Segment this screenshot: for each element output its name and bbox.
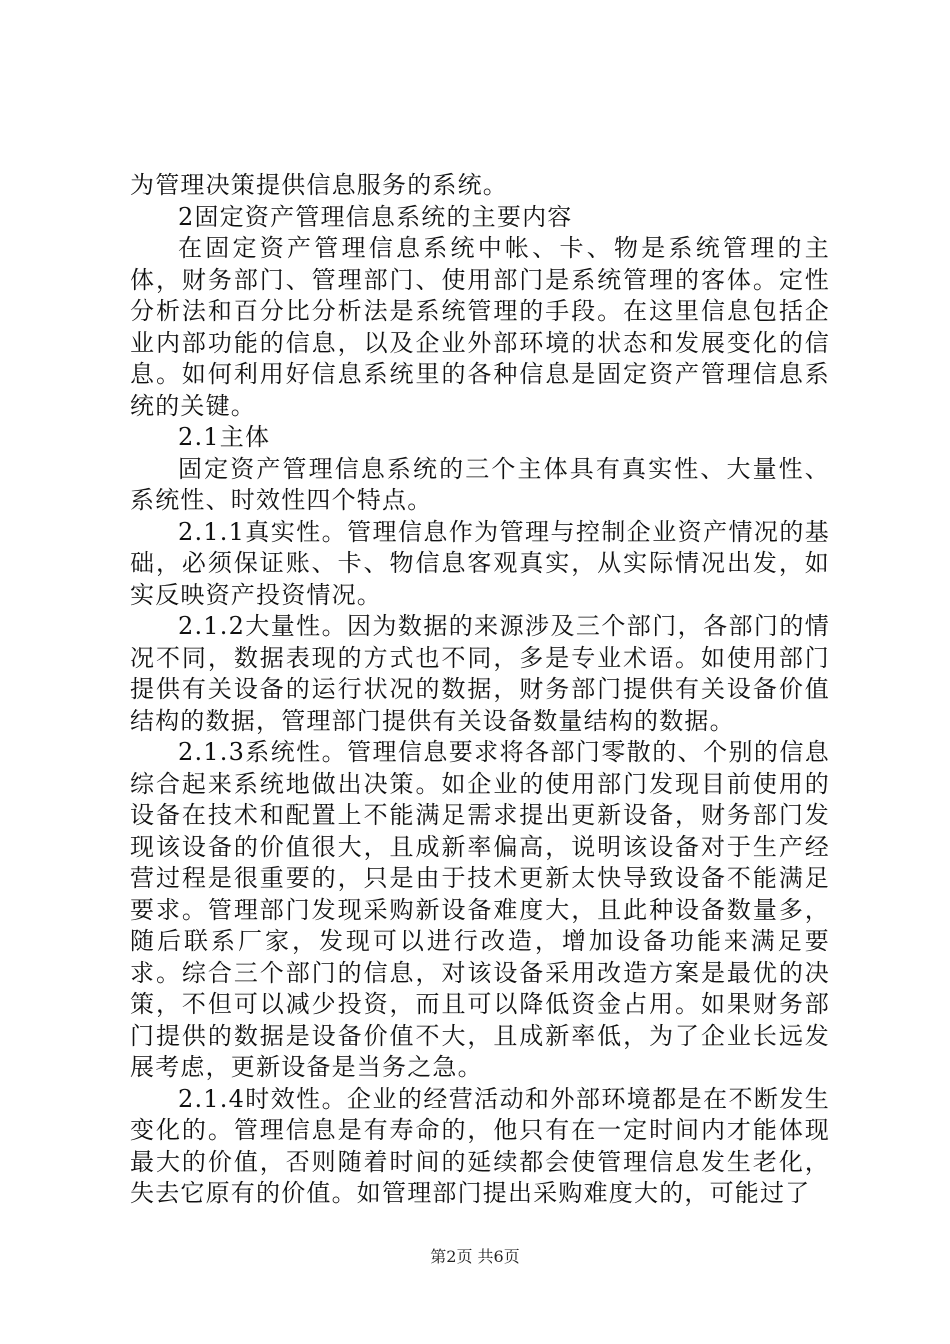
paragraph-features: 固定资产管理信息系统的三个主体具有真实性、大量性、系统性、时效性四个特点。 xyxy=(130,454,830,514)
page-footer xyxy=(0,1244,950,1267)
paragraph-2-1-4: 2.1.4时效性。企业的经营活动和外部环境都是在不断发生变化的。管理信息是有寿命的，他只有在一定时间内才能体现最大的价值，否则随着时间的延续都会使管理信息发生老化，失去它原有的价值。如管理部门提出采购难度大的，可能过了 xyxy=(130,1084,830,1207)
paragraph-2-1-3: 2.1.3系统性。管理信息要求将各部门零散的、个别的信息综合起来系统地做出决策。如企业的使用部门发现目前使用的设备在技术和配置上不能满足需求提出更新设备，财务部门发现该设备的价值很大，且成新率偏高，说明该设备对于生产经营过程是很重要的，只是由于技术更新太快导致设备不能满足要求。管理部门发现采购新设备难度大，且此种设备数量多，随后联系厂家，发现可以进行改造，增加设备功能来满足要求。综合三个部门的信息，对该设备采用改造方案是最优的决策，不但可以减少投资，而且可以降低资金占用。如果财务部门提供的数据是设备价值不大，且成新率低，为了企业长远发展考虑，更新设备是当务之急。 xyxy=(130,738,830,1081)
section-heading-2: 2固定资产管理信息系统的主要内容 xyxy=(178,202,573,231)
page-number-label: 第2页 共6页 xyxy=(430,1247,520,1266)
paragraph-2-1-1: 2.1.1真实性。管理信息作为管理与控制企业资产情况的基础，必须保证账、卡、物信息客观真实，从实际情况出发，如实反映资产投资情况。 xyxy=(130,517,830,609)
section-heading-2-1: 2.1主体 xyxy=(178,423,271,451)
paragraph-intro: 在固定资产管理信息系统中帐、卡、物是系统管理的主体，财务部门、管理部门、使用部门是系统管理的客体。定性分析法和百分比分析法是系统管理的手段。在这里信息包括企业内部功能的信息，以及企业外部环境的状态和发展变化的信息。如何利用好信息系统里的各种信息是固定资产管理信息系统的关键。 xyxy=(130,234,830,420)
paragraph-continuation: 为管理决策提供信息服务的系统。 xyxy=(130,171,508,199)
paragraph-2-1-2: 2.1.2大量性。因为数据的来源涉及三个部门，各部门的情况不同，数据表现的方式也不同，多是专业术语。如使用部门提供有关设备的运行状况的数据，财务部门提供有关设备价值结构的数据，管理部门提供有关设备数量结构的数据。 xyxy=(130,612,830,735)
document-body xyxy=(130,170,830,1210)
